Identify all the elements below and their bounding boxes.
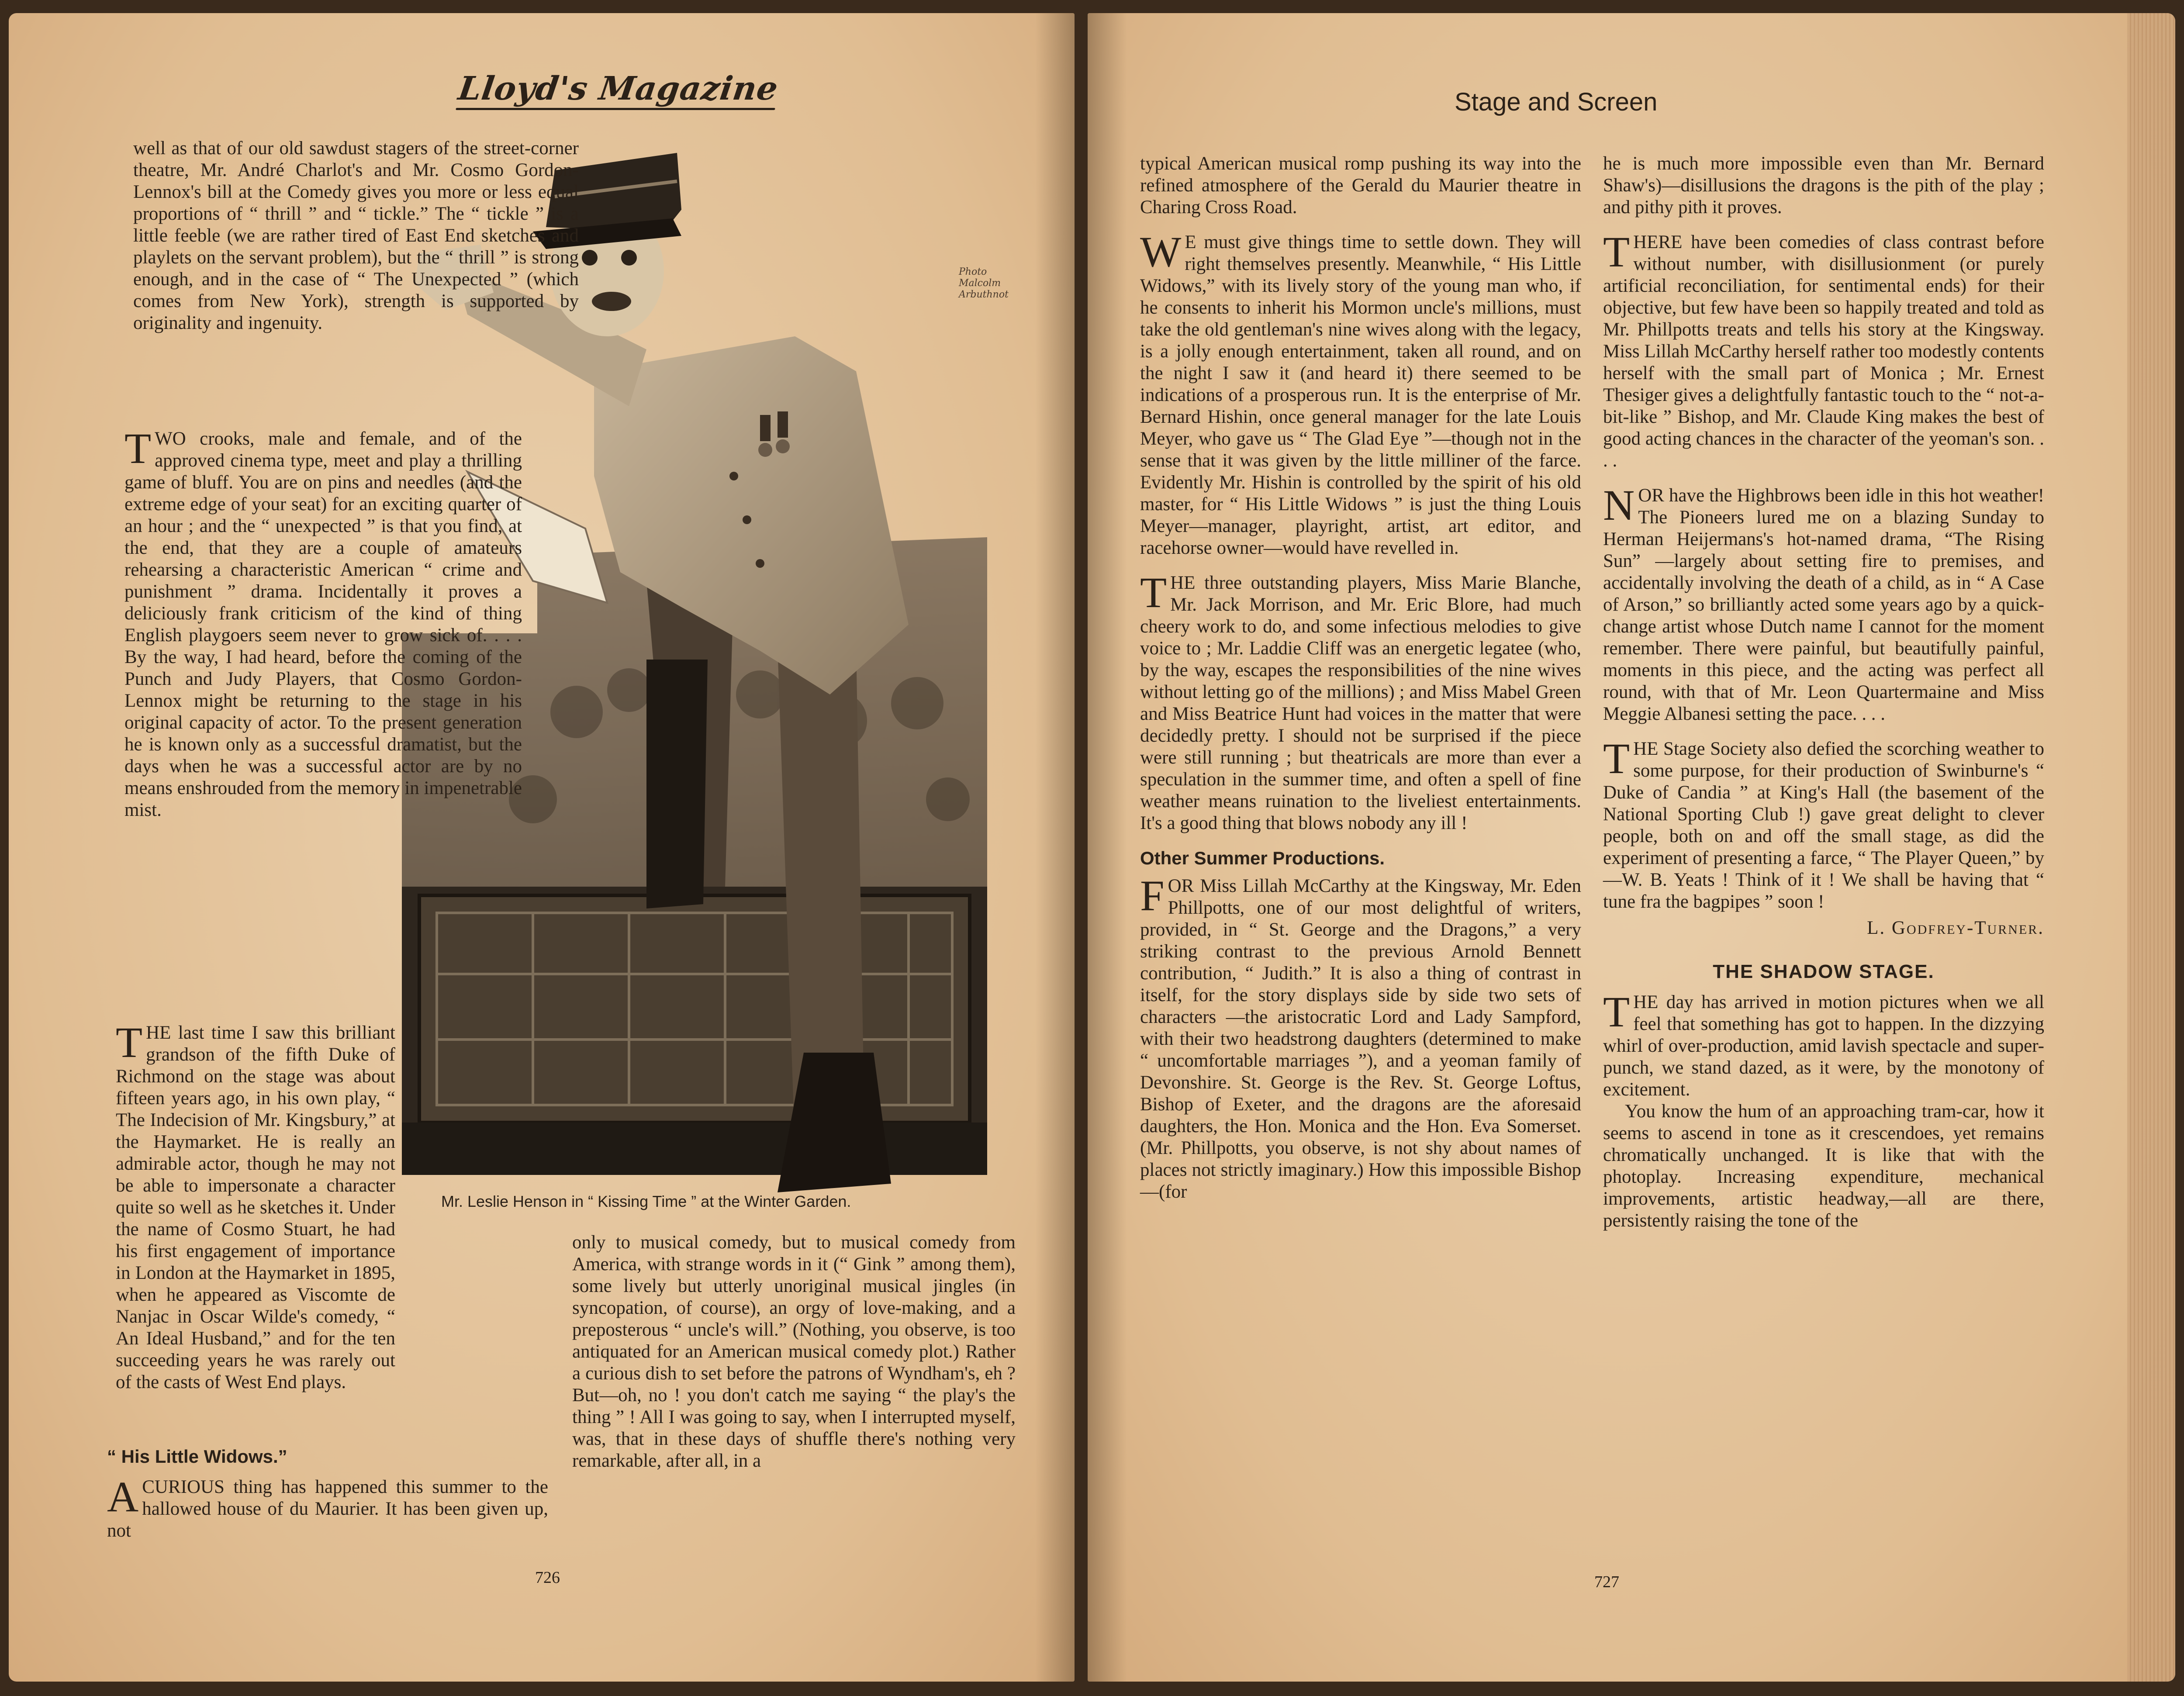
paragraph: typical American musical romp pushing its way into the refined atmosphere of the Gerald du Maurier theatre in Charing Cross Road. (1140, 153, 1581, 218)
subhead-his-little-widows: “ His Little Widows.” (107, 1446, 287, 1467)
paragraph-text: HE Stage Society also defied the scorching weather to some purpose, for their production of Swinburne's “ Duke of Candia ” at King's Hall (the basement of the National Sporting Club !) gave great delight to clever people, both on and off the small stage, as did the experiment of presenting a farce, “ The Player Queen,” by—W. B. Yeats ! Think of it ! We shall be having that “ tune fra the bagpipes ” soon ! (1603, 739, 2044, 912)
paragraph-text: HERE have been comedies of class contrast before without number, with disillusionment (or purely artificial reconciliation, for sentimental ends) for their objective, but few have been so happily treated and told as Mr. Phillpotts treats and tells his story at the Kingsway. Miss Lillah McCarthy herself rather too modestly contents herself with the small part of Monica ; Mr. Ernest Thesiger gives a delightfully fantastic touch to the “ not-a-bit-like ” Bishop, and Mr. Claude King makes the best of good acting chances in the character of the yeoman's son. . . . (1603, 232, 2044, 471)
drop-cap: T (1603, 988, 1630, 1036)
text-block-col1-middle (124, 424, 522, 821)
paragraph-text: OR have the Highbrows been idle in this hot weather! The Pioneers lured me on a blazing Sunday to Herman Heijermans's hot-named drama, “The Rising Sun” —largely about setting fire to premises, and accidentally involving the death of a child, as in “ A Case of Arson,” so brilliantly acted some years ago by a quick-change artist whose Dutch name I cannot for the moment remember. There were painful, but beautifully painful, moments in this piece, and the acting was perfect all round, with that of Mr. Leon Quartermaine and Miss Meggie Albanesi setting the pace. . . . (1603, 485, 2044, 724)
running-head-right: Stage and Screen (1455, 88, 1658, 116)
paragraph (1603, 481, 2044, 725)
magazine-title: Lloyd's Magazine (456, 70, 781, 107)
paragraph (1140, 228, 1581, 559)
paragraph-text: OR Miss Lillah McCarthy at the Kingsway, Mr. Eden Phillpotts, one of our most delightful of writers, provided, in “ St. George and the Dragons,” a very striking contrast to the previous Arnold Bennett contribution, “ Judith.” It is also a thing of contrast in itself, for the story displays side by side two sets of characters —the aristocratic Lord and Lady Sampford, with their two headstrong daughters (determined to make “ uncomfortable marriages ”), and a yeoman family of Devonshire. St. George is the Rev. St. George Loftus, Bishop of Exeter, and the dragons are the aforesaid daughters, the Hon. Monica and the Hon. Eva Somerset. (Mr. Phillpotts, you observe, is not shy about names of places not strictly imaginary.) How this impossible Bishop—(for (1140, 876, 1581, 1202)
paragraph-text: E must give things time to settle down. They will right themselves presently. Meanwhile, “ His Little Widows,” with its lively story of the young man who, if he consents to inherit his Mormon uncle's millions, must take the old gentleman's nine wives along with the legacy, is a jolly enough entertainment, taken all round, and on the night I saw it (and heard it) there seemed to be indications of a prosperous run. It is the enterprise of Mr. Bernard Hishin, once general manager for the late Louis Meyer, who gave us “ The Glad Eye ”—though not in the sense that it was given by the little milliner of the farce. Evidently Mr. Hishin is controlled by the spirit of his old master, for “ His Little Widows ” is just the thing Louis Meyer—manager, playright, artist, art editor, and racehorse owner—would have revelled in. (1140, 232, 1581, 558)
paragraph (116, 1018, 395, 1393)
photo-credit-line: Photo (959, 266, 987, 277)
text-block-col1-lower (116, 1018, 395, 1393)
drop-cap: T (124, 424, 152, 473)
drop-cap: T (116, 1018, 143, 1067)
drop-cap: T (1603, 734, 1630, 783)
photo-credit-line: Malcolm (959, 278, 1001, 289)
text-column-2 (1603, 153, 2044, 1232)
paragraph: only to musical comedy, but to musical comedy from America, with strange words in it (“ Gink ” among them), some lively but utterly unoriginal musical jingles (in syncopation, of course), an orgy of love-making, and a preposterous “ uncle's will.” (Nothing, you observe, is too antiquated for an American musical comedy plot.) Rather a curious dish to set before the patrons of Wyndham's, eh ? But—oh, no ! you don't catch me saying “ the play's the thing ” ! All I was going to say, when I interrupted myself, was, that in these days of shuffle there's nothing very remarkable, after all, in a (572, 1232, 1016, 1471)
gutter-shadow (1088, 13, 1127, 1682)
text-column-1 (1140, 153, 1581, 1203)
title-underline (456, 108, 775, 110)
text-block-col1-bottom (107, 1446, 548, 1542)
paragraph (1140, 871, 1581, 1203)
paragraph-text: HE last time I saw this brilliant grandson of the fifth Duke of Richmond on the stage was about fifteen years ago, in his own play, “ The Indecision of Mr. Kingsbury,” at the Haymarket. He is really an admirable actor, though he may not be able to impersonate a character quite so well as he sketches it. Under the name of Cosmo Stuart, he had his first engagement of importance in London at the Haymarket in 1895, when he appeared as Viscomte de Nanjac in Oscar Wilde's comedy, “ An Ideal Husband,” and for the ten succeeding years he was rarely out of the casts of West End plays. (116, 1022, 395, 1392)
section-head-shadow-stage: THE SHADOW STAGE. (1713, 961, 1935, 982)
right-page (1088, 13, 2175, 1682)
paragraph-text: HE day has arrived in motion pictures when we all feel that something has got to happen. In the dizzying whirl of over-production, amid lavish spectacle and super-punch, we stand dazed, as it were, by the monotony of excitement. (1603, 992, 2044, 1100)
running-head-left (456, 70, 781, 107)
photo-credit (959, 266, 1009, 301)
drop-cap: T (1603, 228, 1630, 276)
paragraph (1603, 228, 2044, 472)
paragraph: You know the hum of an approaching tram-car, how it seems to ascend in tone as it crescendoes, yet remains chromatically unchanged. It is like that with the photoplay. Increasing expenditure, mechanical improvements, artistic headway,—all are there, persistently raising the tone of the (1603, 1101, 2044, 1231)
paragraph-text: HE three outstanding players, Miss Marie Blanche, Mr. Jack Morrison, and Mr. Eric Blore, had much cheery work to do, and some infectious melodies to give voice to ; Mr. Laddie Cliff was an energetic legatee (who, by the way, escapes the responsibilities of the nine wives without letting go of the millions) ; and Miss Mabel Green and Miss Beatrice Hunt had voices in the matter that were decidedly pretty. I should not be surprised if the piece were still running ; but theatricals are more than ever a speculation in the summer time, and often a spell of fine weather means ruination to the liveliest entertainments. It's a good thing that blows nobody any ill ! (1140, 573, 1581, 833)
author-signature: L. Godfrey-Turner. (1867, 918, 2044, 938)
paragraph: he is much more impossible even than Mr. Bernard Shaw's)—disillusions the dragons is the pith of the play ; and pithy pith it proves. (1603, 153, 2044, 218)
drop-cap: F (1140, 871, 1165, 920)
paragraph-text: CURIOUS thing has happened this summer to the hallowed house of du Maurier. It has been given up, not (107, 1477, 548, 1541)
left-page (9, 13, 1075, 1682)
page-number-left: 726 (535, 1568, 560, 1587)
paragraph (1603, 734, 2044, 913)
gutter-shadow (1035, 13, 1075, 1682)
paragraph: well as that of our old sawdust stagers of the street-corner theatre, Mr. André Charlot's and Mr. Cosmo Gordon-Lennox's bill at the Comedy gives you more or less equal proportions of “ thrill ” and “ tickle.” The “ tickle ” is a little feeble (we are rather tired of East End sketches and playlets on the servant problem), but the “ thrill ” is strong enough, and in the case of “ The Unexpected ” (which comes from New York), strength is supported by originality and ingenuity. (133, 138, 579, 333)
subhead-other-summer-productions: Other Summer Productions. (1140, 848, 1385, 868)
paragraph (124, 424, 522, 821)
drop-cap: N (1603, 481, 1635, 529)
drop-cap: W (1140, 228, 1182, 276)
page-edge (2127, 13, 2175, 1682)
photo-credit-line: Arbuthnot (959, 289, 1009, 300)
drop-cap: T (1140, 568, 1167, 617)
paragraph (107, 1472, 548, 1542)
paragraph-text: WO crooks, male and female, and of the approved cinema type, meet and play a thrilling game of bluff. You are on pins and needles (and the extreme edge of your seat) for an exciting quarter of an hour ; and the “ unexpected ” is that you find, at the end, that they are a couple of amateurs rehearsing a characteristic American “ crime and punishment ” drama. Incidentally it proves a deliciously frank criticism of the kind of thing English playgoers seem never to grow sick of. . . . By the way, I had heard, before the coming of the Punch and Judy Players, that Cosmo Gordon-Lennox might be returning to the stage in his original capacity of actor. To the present generation he is known only as a successful dramatist, but the days when he was a successful actor are by no means enshrouded from the memory in impenetrable mist. (124, 428, 522, 820)
photo-caption: Mr. Leslie Henson in “ Kissing Time ” at the Winter Garden. (441, 1192, 851, 1210)
text-block-col1-top (133, 138, 579, 334)
page-number-right: 727 (1594, 1573, 1619, 1591)
paragraph (1140, 568, 1581, 834)
drop-cap: A (107, 1472, 139, 1521)
paragraph (1603, 988, 2044, 1101)
text-block-col2-bottom (572, 1232, 1016, 1472)
